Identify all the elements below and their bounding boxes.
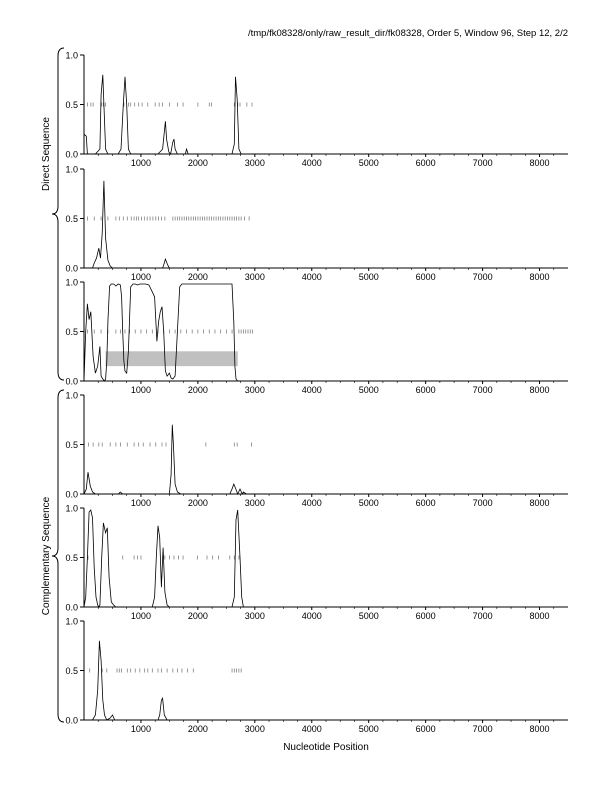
x-tick-label: 1000 bbox=[130, 385, 151, 395]
x-tick-label: 8000 bbox=[529, 611, 550, 621]
x-tick-label: 8000 bbox=[529, 158, 550, 168]
panels bbox=[65, 51, 568, 735]
x-tick-label: 3000 bbox=[244, 385, 265, 395]
x-tick-label: 7000 bbox=[472, 611, 493, 621]
x-tick-label: 2000 bbox=[187, 498, 208, 508]
panel-direct-1 bbox=[65, 51, 568, 169]
x-tick-label: 1000 bbox=[130, 611, 151, 621]
y-tick-label: 0.0 bbox=[65, 263, 78, 274]
x-tick-label: 3000 bbox=[244, 498, 265, 508]
x-tick-label: 4000 bbox=[301, 385, 322, 395]
x-tick-label: 8000 bbox=[529, 724, 550, 734]
x-tick-label: 3000 bbox=[244, 158, 265, 168]
x-tick-label: 2000 bbox=[187, 611, 208, 621]
x-tick-label: 5000 bbox=[358, 272, 379, 282]
x-tick-label: 5000 bbox=[358, 498, 379, 508]
complementary-group-brace bbox=[52, 390, 64, 722]
header-text: /tmp/fk08328/only/raw_result_dir/fk08328, Order 5, Window 96, Step 12, 2/2 bbox=[247, 28, 568, 39]
y-tick-label: 1.0 bbox=[65, 616, 78, 627]
y-tick-label: 1.0 bbox=[65, 277, 78, 288]
complementary-group-text: Complementary Sequence bbox=[41, 496, 52, 616]
x-tick-label: 8000 bbox=[529, 498, 550, 508]
panel-complementary-3 bbox=[65, 617, 568, 735]
y-tick-label: 0.5 bbox=[65, 214, 78, 224]
x-tick-label: 2000 bbox=[187, 158, 208, 168]
y-tick-label: 0.5 bbox=[65, 666, 78, 676]
y-tick-label: 0.5 bbox=[65, 440, 78, 450]
series-line bbox=[84, 75, 568, 154]
x-tick-label: 3000 bbox=[244, 611, 265, 621]
x-tick-label: 1000 bbox=[130, 724, 151, 734]
direct-group-label bbox=[41, 117, 52, 191]
series-line bbox=[84, 510, 568, 607]
complementary-group-label bbox=[41, 496, 52, 615]
x-tick-label: 3000 bbox=[244, 724, 265, 734]
direct-group-text: Direct Sequence bbox=[41, 117, 52, 191]
x-tick-label: 7000 bbox=[472, 385, 493, 395]
panel-complementary-1 bbox=[65, 391, 568, 509]
y-tick-label: 0.0 bbox=[65, 715, 78, 726]
x-tick-label: 1000 bbox=[130, 272, 151, 282]
y-tick-label: 1.0 bbox=[65, 164, 78, 175]
series-line bbox=[84, 284, 568, 381]
x-tick-label: 6000 bbox=[415, 611, 436, 621]
y-tick-label: 0.0 bbox=[65, 376, 78, 387]
series-line bbox=[84, 425, 568, 494]
x-tick-label: 1000 bbox=[130, 498, 151, 508]
x-tick-label: 8000 bbox=[529, 272, 550, 282]
x-tick-label: 4000 bbox=[301, 611, 322, 621]
x-tick-label: 8000 bbox=[529, 385, 550, 395]
x-tick-label: 7000 bbox=[472, 724, 493, 734]
y-tick-label: 1.0 bbox=[65, 390, 78, 401]
y-tick-label: 1.0 bbox=[65, 50, 78, 61]
highlight-region bbox=[106, 351, 238, 366]
x-tick-label: 7000 bbox=[472, 498, 493, 508]
x-tick-label: 4000 bbox=[301, 272, 322, 282]
panel-direct-3 bbox=[65, 278, 568, 396]
y-tick-label: 0.0 bbox=[65, 602, 78, 613]
x-tick-label: 4000 bbox=[301, 724, 322, 734]
x-tick-label: 7000 bbox=[472, 272, 493, 282]
x-tick-label: 6000 bbox=[415, 272, 436, 282]
x-tick-label: 6000 bbox=[415, 498, 436, 508]
x-tick-label: 3000 bbox=[244, 272, 265, 282]
x-tick-label: 7000 bbox=[472, 158, 493, 168]
x-tick-label: 5000 bbox=[358, 724, 379, 734]
x-tick-label: 4000 bbox=[301, 158, 322, 168]
x-tick-label: 5000 bbox=[358, 385, 379, 395]
x-tick-label: 6000 bbox=[415, 385, 436, 395]
y-tick-label: 0.0 bbox=[65, 489, 78, 500]
x-axis-label: Nucleotide Position bbox=[283, 742, 369, 753]
x-tick-label: 4000 bbox=[301, 498, 322, 508]
y-tick-label: 0.0 bbox=[65, 149, 78, 160]
direct-group-brace bbox=[52, 48, 64, 380]
x-tick-label: 6000 bbox=[415, 724, 436, 734]
x-tick-label: 2000 bbox=[187, 385, 208, 395]
x-tick-label: 5000 bbox=[358, 158, 379, 168]
series-line bbox=[84, 181, 568, 268]
x-tick-label: 1000 bbox=[130, 158, 151, 168]
y-tick-label: 0.5 bbox=[65, 100, 78, 110]
panel-complementary-2 bbox=[65, 504, 568, 622]
x-tick-label: 2000 bbox=[187, 724, 208, 734]
panel-direct-2 bbox=[65, 165, 568, 283]
x-tick-label: 6000 bbox=[415, 158, 436, 168]
y-tick-label: 1.0 bbox=[65, 503, 78, 514]
series-line bbox=[84, 641, 568, 720]
x-tick-label: 5000 bbox=[358, 611, 379, 621]
y-tick-label: 0.5 bbox=[65, 553, 78, 563]
y-tick-label: 0.5 bbox=[65, 327, 78, 337]
x-tick-label: 2000 bbox=[187, 272, 208, 282]
